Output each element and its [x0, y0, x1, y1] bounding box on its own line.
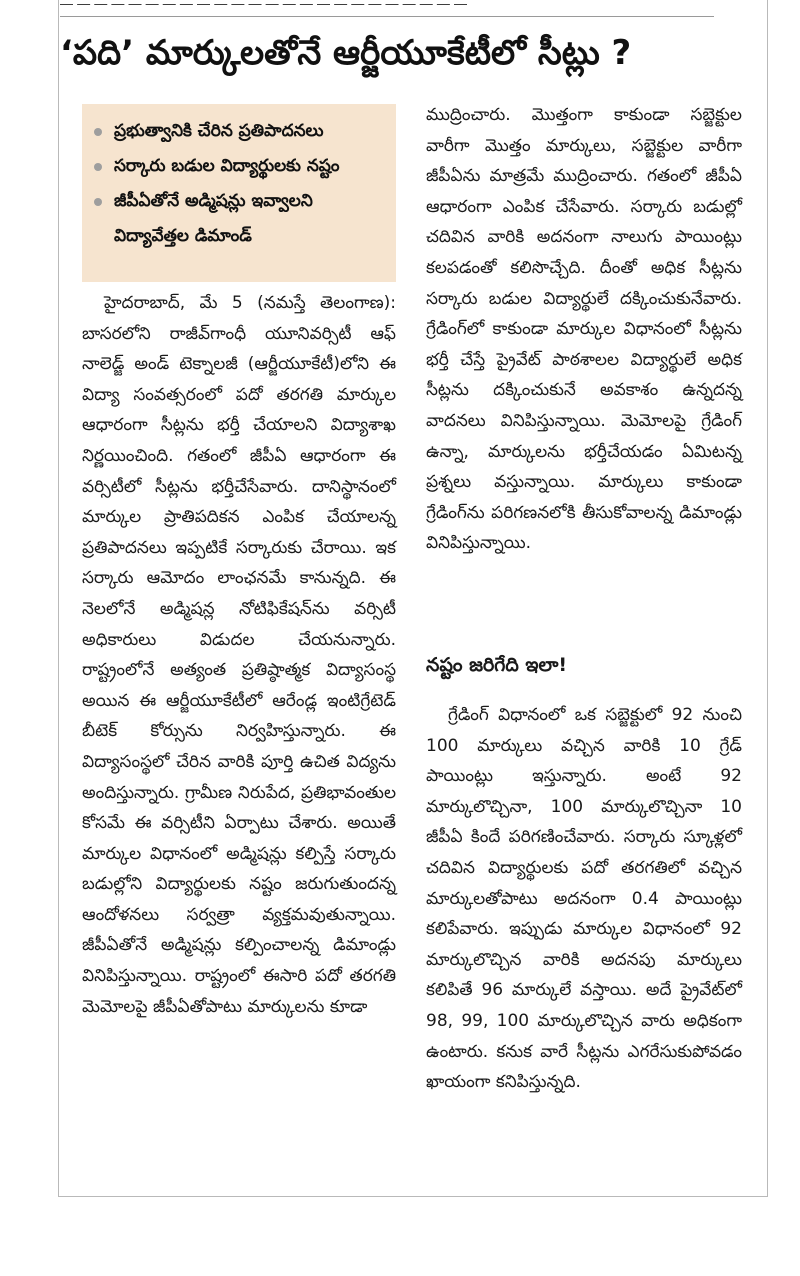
right-column-text-2: గ్రేడింగ్ విధానంలో ఒక సబ్జెక్టులో 92 నుంచి 100 మార్కులు వచ్చిన వారికి 10 గ్రేడ్ పాయింట్లు ఇస్తున్నారు. అంటే 92 మార్కులొచ్చినా, 100 మార్కులొచ్చినా 10 జీపీఏ కిందే పరిగణించేవారు. సర్కారు స్కూళ్లలో చదివిన విద్యార్థులకు పదో తరగతిలో వచ్చిన మార్కులతోపాటు అదనంగా 0.4 పాయింట్లు కలిపేవారు. ఇప్పుడు మార్కుల విధానంలో 92 మార్కులొచ్చిన వారికి అదనపు మార్కులు కలిపితే 96 మార్కులే వస్తాయి. అదే ప్రైవేట్‌లో 98, 99, 100 మార్కులొచ్చిన వారు అధికంగా ఉంటారు. కనుక వారే సీట్లను ఎగరేసుకుపోవడం ఖాయంగా కనిపిస్తున్నది.	[426, 705, 742, 1093]
bullet-icon	[94, 163, 102, 171]
left-column-text: హైదరాబాద్, మే 5 (నమస్తే తెలంగాణ): బాసరలోని రాజీవ్‌గాంధీ యూనివర్సిటీ ఆఫ్ నాలెడ్జ్ అండ్ టెక్నాలజీ (ఆర్జీయూకేటీ)లోని ఈ విద్యా సంవత్సరంలో పదో తరగతి మార్కుల ఆధారంగా సీట్లను భర్తీ చేయాలని విద్యాశాఖ నిర్ణయించింది. గతంలో జీపీఏ ఆధారంగా ఈ వర్సిటీలో సీట్లను భర్తీచేసేవారు. దానిస్థానంలో మార్కుల ప్రాతిపదికన ఎంపిక చేయాలన్న ప్రతిపాదనలు ఇప్పటికే సర్కారుకు చేరాయి. ఇక సర్కారు ఆమోదం లాంఛనమే కానున్నది. ఈ నెలలోనే అడ్మిషన్ల నోటిఫికేషన్‌ను వర్సిటీ అధికారులు విడుదల చేయనున్నారు. రాష్ట్రంలోనే అత్యంత ప్రతిష్ఠాత్మక విద్యాసంస్థ అయిన ఈ ఆర్జీయూకేటీలో ఆరేండ్ల ఇంటిగ్రేటెడ్ బీటెక్ కోర్సును నిర్వహిస్తున్నారు. ఈ విద్యాసంస్థలో చేరిన వారికి పూర్తి ఉచిత విద్యను అందిస్తున్నారు. గ్రామీణ నిరుపేద, ప్రతిభావంతుల కోసమే ఈ వర్సిటీని ఏర్పాటు చేశారు. అయితే మార్కుల విధానంలో అడ్మిషన్లు కల్పిస్తే సర్కారు బడుల్లోని విద్యార్థులకు నష్టం జరుగుతుందన్న ఆందోళనలు సర్వత్రా వ్యక్తమవుతున్నాయి. జీపీఏతోనే అడ్మిషన్లు కల్పించాలన్న డిమాండ్లు వినిపిస్తున్నాయి. రాష్ట్రంలో ఈసారి పదో తరగతి మెమోలపై జీపీఏతోపాటు మార్కులను కూడా	[82, 293, 396, 1017]
highlight-text: ప్రభుత్వానికి చేరిన ప్రతిపాదనలు	[114, 121, 324, 141]
highlight-text: సర్కారు బడుల విద్యార్థులకు నష్టం	[114, 156, 340, 176]
right-column-top	[426, 100, 742, 559]
cropped-top-text: ― ― ― ― ― ― ― ― ― ― ― ― ― ― ― ― ― ― ― ― ― ― ― ―	[60, 0, 468, 12]
highlights-list	[82, 104, 396, 254]
bullet-icon	[94, 198, 102, 206]
subheading: నష్టం జరిగేది ఇలా!	[426, 654, 568, 676]
bullet-icon	[94, 128, 102, 136]
highlights-box	[82, 104, 396, 282]
right-column-text: ముద్రించారు. మొత్తంగా కాకుండా సబ్జెక్టుల వారీగా మొత్తం మార్కులు, సబ్జెక్టుల వారీగా జీపీఏను మాత్రమే ముద్రించారు. గతంలో జీపీఏ ఆధారంగా ఎంపిక చేసేవారు. సర్కారు బడుల్లో చదివిన వారికి అదనంగా నాలుగు పాయింట్లు కలపడంతో కలిసొచ్చేది. దీంతో అధిక సీట్లను సర్కారు బడుల విద్యార్థులే దక్కించుకునేవారు. గ్రేడింగ్‌లో కాకుండా మార్కుల విధానంలో సీట్లను భర్తీ చేస్తే ప్రైవేట్ పాఠశాలల విద్యార్థులే అధిక సీట్లను దక్కించుకునే అవకాశం ఉన్నదన్న వాదనలు వినిపిస్తున్నాయి. మెమోలపై గ్రేడింగ్ ఉన్నా, మార్కులను భర్తీచేయడం ఏమిటన్న ప్రశ్నలు వస్తున్నాయి. మార్కులు కాకుండా గ్రేడింగ్‌ను పరిగణనలోకి తీసుకోవాలన్న డిమాండ్లు వినిపిస్తున్నాయి.	[426, 105, 742, 554]
highlight-item	[94, 184, 390, 254]
highlight-text: జీపీఏతోనే అడ్మిషన్లు ఇవ్వాలని విద్యావేత్తల డిమాండ్	[114, 191, 313, 246]
left-column	[82, 288, 396, 1022]
headline: ‘పది’ మార్కులతోనే ఆర్జీయూకేటీలో సీట్లు ?	[60, 33, 632, 73]
highlight-item	[94, 149, 390, 184]
right-column-bottom	[426, 700, 742, 1098]
highlight-item	[94, 114, 390, 149]
top-divider	[60, 16, 714, 17]
